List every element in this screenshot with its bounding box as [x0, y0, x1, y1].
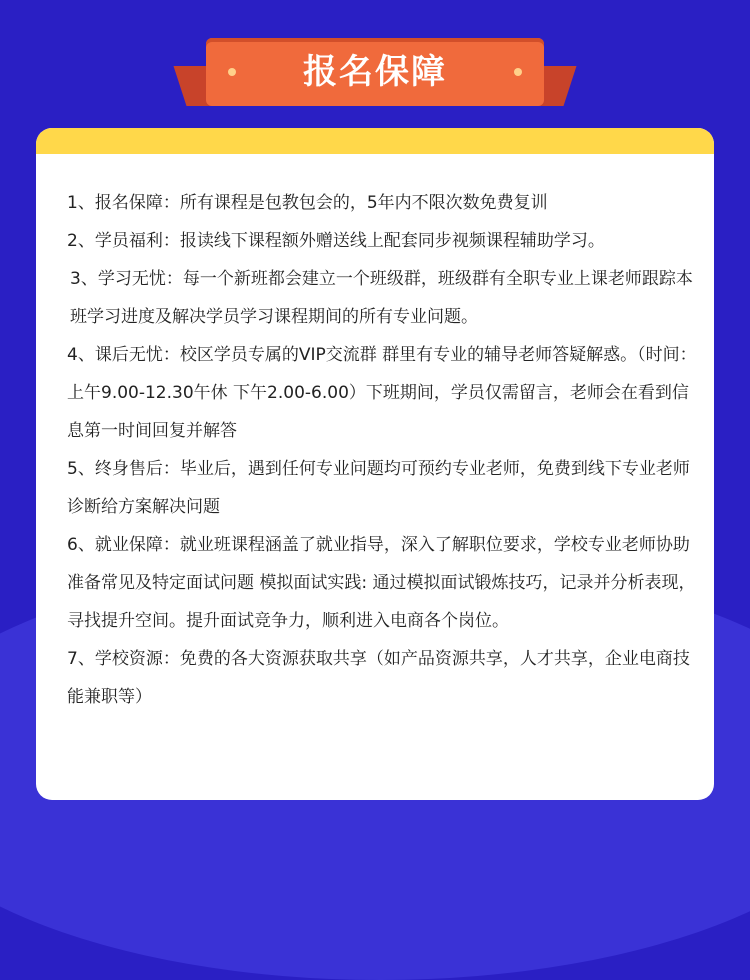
- list-item: 3、学习无忧：每一个新班都会建立一个班级群，班级群有全职专业上课老师跟踪本班学习进度及解决学员学习课程期间的所有专业问题。: [70, 269, 693, 327]
- card-top-bar: [36, 128, 714, 154]
- list-item: 7、学校资源：免费的各大资源获取共享（如产品资源共享，人才共享，企业电商技能兼职等）: [67, 649, 690, 707]
- title-banner: [180, 38, 570, 110]
- list-item: 4、课后无忧：校区学员专属的VIP交流群 群里有专业的辅导老师答疑解惑。（时间：上午9.00-12.30午休 下午2.00-6.00）下班期间，学员仅需留言，老师会在看到信息第一时间回复并解答: [67, 345, 697, 441]
- guarantee-list: [67, 184, 697, 716]
- list-item: 6、就业保障：就业班课程涵盖了就业指导，深入了解职位要求，学校专业老师协助准备常见及特定面试问题 模拟面试实践: 通过模拟面试锻炼技巧，记录并分析表现，寻找提升空间。提升面试竞争力，顺利进入电商各个岗位。: [67, 535, 696, 631]
- page-title: 报名保障: [303, 52, 447, 92]
- list-item: 1、报名保障：所有课程是包教包会的，5年内不限次数免费复训: [67, 193, 548, 213]
- list-item: 5、终身售后：毕业后，遇到任何专业问题均可预约专业老师，免费到线下专业老师诊断给方案解决问题: [67, 459, 690, 517]
- ribbon-body: [206, 38, 544, 106]
- list-item: 2、学员福利：报读线下课程额外赠送线上配套同步视频课程辅助学习。: [67, 231, 605, 251]
- content-card: [36, 128, 714, 800]
